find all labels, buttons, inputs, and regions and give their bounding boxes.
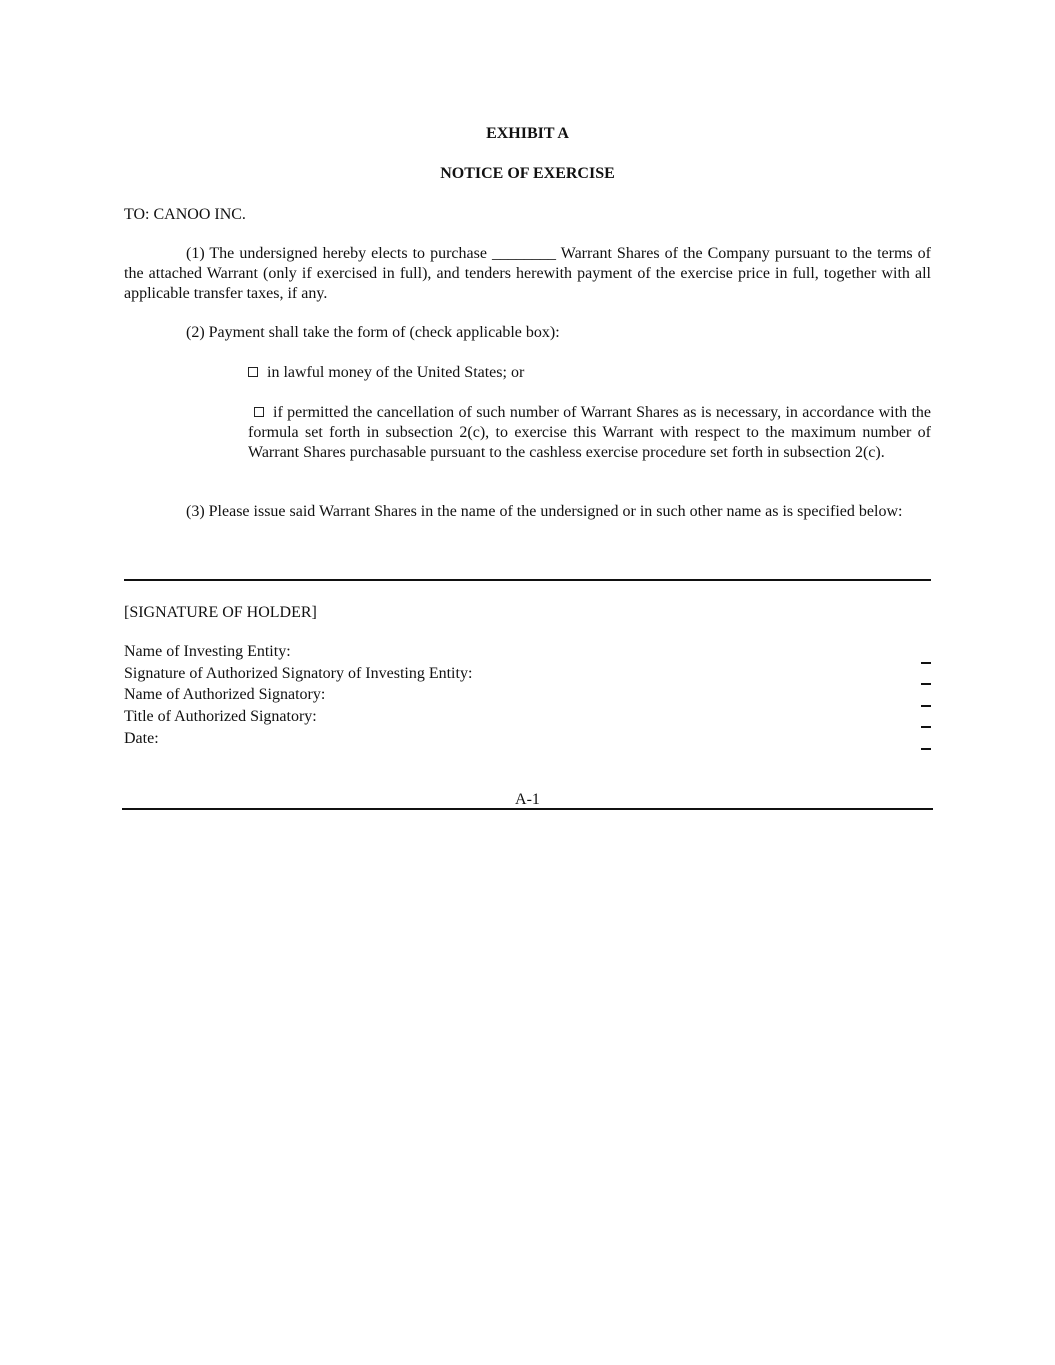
payment-option-cashless-label: if permitted the cancellation of such number of Warrant Shares as is necessary, in accordance with the formula set forth in subsection 2(c), to exercise this Warrant with respect to the maximum number of Warrant Shares purchasable pursuant to the cashless exercise procedure set forth in subsection 2(c). bbox=[248, 404, 931, 461]
payment-option-cash-label: in lawful money of the United States; or bbox=[267, 364, 525, 381]
footer-rule bbox=[122, 808, 933, 810]
addressee: TO: CANOO INC. bbox=[124, 206, 246, 223]
payment-option-cashless bbox=[248, 403, 931, 463]
field-authorized-signatory-name: Name of Authorized Signatory: bbox=[124, 686, 326, 703]
blank-investing-entity-name[interactable] bbox=[921, 662, 931, 664]
blank-authorized-signatory-signature[interactable] bbox=[921, 683, 931, 685]
field-authorized-signatory-title: Title of Authorized Signatory: bbox=[124, 708, 317, 725]
checkbox-cashless[interactable] bbox=[254, 407, 264, 417]
paragraph-1: (1) The undersigned hereby elects to purchase ________ Warrant Shares of the Company pursuant to the terms of the attached Warrant (only if exercised in full), and tenders herewith payment of the exercise price in full, together with all applicable transfer taxes, if any. bbox=[124, 245, 931, 302]
blank-authorized-signatory-name[interactable] bbox=[921, 705, 931, 707]
signature-line bbox=[124, 579, 931, 581]
blank-date[interactable] bbox=[921, 748, 931, 750]
page-number: A-1 bbox=[515, 791, 540, 808]
checkbox-cash[interactable] bbox=[248, 367, 258, 377]
paragraph-2: (2) Payment shall take the form of (check applicable box): bbox=[186, 324, 560, 341]
payment-option-cash bbox=[248, 363, 524, 383]
exhibit-title: EXHIBIT A bbox=[486, 125, 569, 142]
paragraph-3: (3) Please issue said Warrant Shares in the name of the undersigned or in such other name as is specified below: bbox=[186, 503, 903, 520]
signature-heading: [SIGNATURE OF HOLDER] bbox=[124, 604, 317, 621]
notice-title: NOTICE OF EXERCISE bbox=[440, 165, 615, 182]
blank-authorized-signatory-title[interactable] bbox=[921, 726, 931, 728]
field-date: Date: bbox=[124, 730, 159, 747]
field-authorized-signatory-signature: Signature of Authorized Signatory of Investing Entity: bbox=[124, 665, 473, 682]
field-investing-entity-name: Name of Investing Entity: bbox=[124, 643, 291, 660]
